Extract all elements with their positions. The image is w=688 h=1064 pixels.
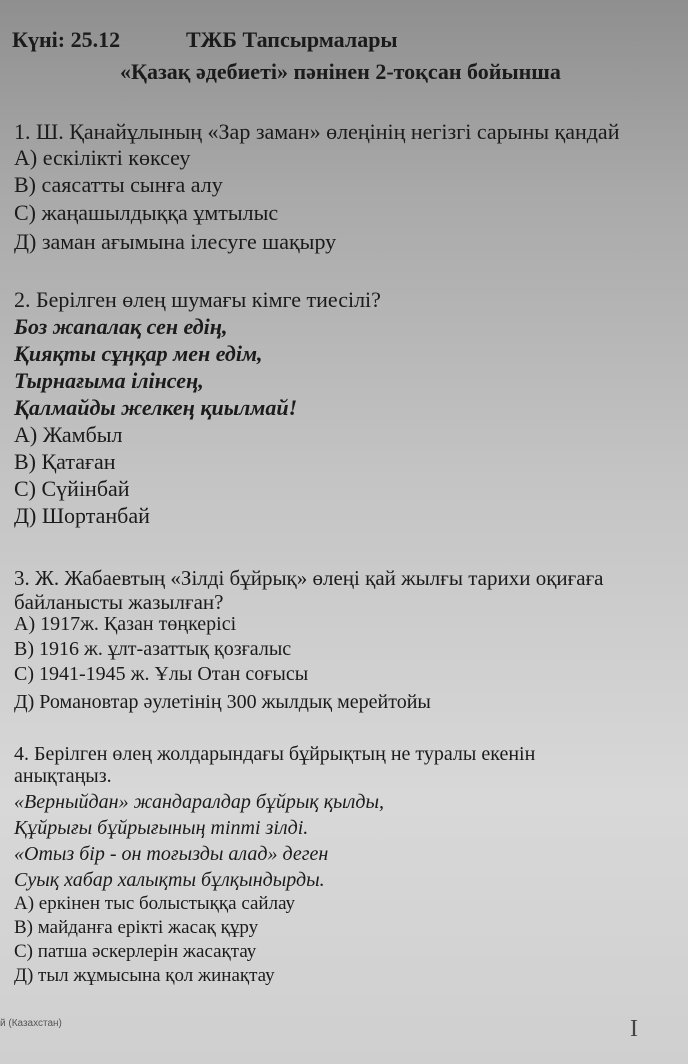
status-language-label: й (Казахстан)	[0, 1018, 62, 1029]
q2-question: 2. Берілген өлең шумағы кімге тиесілі?	[14, 287, 381, 312]
q2-option-d: Д) Шортанбай	[14, 503, 150, 528]
q3-question-cont: байланысты жазылған?	[14, 590, 224, 614]
q4-verse-line: «Верныйдан» жандаралдар бұйрық қылды,	[14, 791, 385, 813]
doc-subtitle: «Қазақ әдебиеті» пәнінен 2-тоқсан бойынша	[120, 59, 561, 84]
q2-verse-line: Қалмайды желкең қиылмай!	[14, 395, 298, 420]
q1-option-a: А) ескілікті көксеу	[14, 145, 191, 170]
q4-option-a: А) еркінен тыс болыстыққа сайлау	[14, 893, 296, 914]
q2-option-c: С) Сүйінбай	[14, 476, 130, 501]
q4-verse-line: «Отыз бір - он тоғызды алад» деген	[14, 843, 329, 865]
q4-option-d: Д) тыл жұмысына қол жинақтау	[14, 965, 275, 986]
q4-option-c: С) патша әскерлерін жасақтау	[14, 941, 257, 962]
doc-title: ТЖБ Тапсырмалары	[186, 27, 398, 52]
q4-question-cont: анықтаңыз.	[14, 765, 112, 787]
q3-option-c: С) 1941-1945 ж. Ұлы Отан соғысы	[14, 663, 309, 685]
q3-question: 3. Ж. Жабаевтың «Зілді бұйрық» өлеңі қай жылғы тарихи оқиғаға	[14, 566, 604, 590]
q4-option-b: В) майданға ерікті жасақ құру	[14, 917, 259, 938]
q4-question: 4. Берілген өлең жолдарындағы бұйрықтың не туралы екенін	[14, 743, 536, 765]
text-cursor-icon: I	[630, 1016, 638, 1042]
q1-option-c: С) жаңашылдыққа ұмтылыс	[14, 200, 279, 225]
q4-verse-line: Суық хабар халықты бұлқындырды.	[14, 869, 325, 891]
q4-verse-line: Құйрығы бұйрығының тіпті зілді.	[14, 817, 309, 839]
q3-option-b: В) 1916 ж. ұлт-азаттық қозғалыс	[14, 638, 292, 660]
q3-option-a: А) 1917ж. Қазан төңкерісі	[14, 613, 237, 635]
q1-question: 1. Ш. Қанайұлының «Зар заман» өлеңінің негізгі сарыны қандай	[14, 119, 620, 144]
date-label: Күні: 25.12	[12, 27, 121, 52]
q2-option-a: А) Жамбыл	[14, 422, 123, 447]
q1-option-b: В) саясатты сынға алу	[14, 172, 223, 197]
q2-verse-line: Боз жапалақ сен едің,	[14, 314, 228, 339]
q2-option-b: В) Қатаған	[14, 449, 116, 474]
q3-option-d: Д) Романовтар әулетінің 300 жылдық мерейтойы	[14, 691, 431, 713]
q1-option-d: Д) заман ағымына ілесуге шақыру	[14, 229, 337, 254]
q2-verse-line: Қияқты сұңқар мен едім,	[14, 341, 263, 366]
q2-verse-line: Тырнағыма ілінсең,	[14, 368, 204, 393]
